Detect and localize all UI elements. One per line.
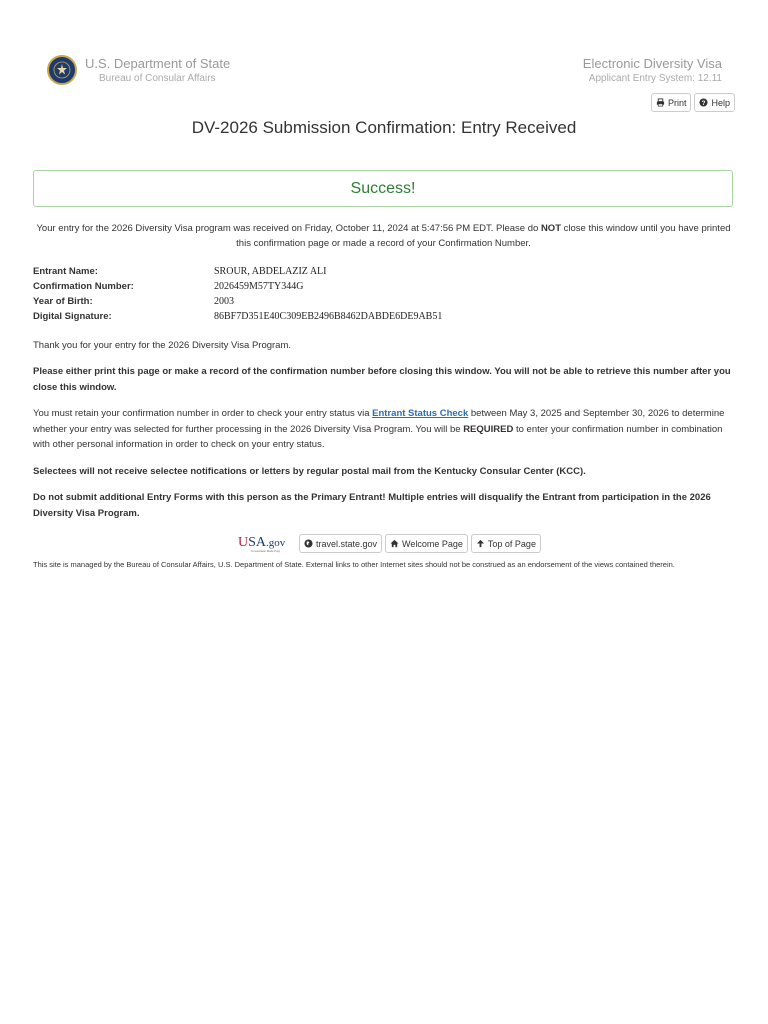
welcome-label: Welcome Page (402, 538, 463, 549)
usagov-gov: .gov (266, 537, 286, 549)
intro-part2: close this window until you have printed this confirmation page or made a record of your Confirmation Number. (236, 223, 731, 249)
retain-part2: between May 3, 2025 and September 30, 2026 to determine whether your entry was selected for further processing in the 2026 Diversity Visa Program. You will be (33, 408, 725, 435)
retain-part3: to enter your confirmation number in combination with other personal information in order to check on your entry status. (33, 423, 723, 450)
usagov-logo[interactable] (238, 535, 296, 552)
detail-value: 2003 (214, 296, 234, 307)
system-title: Electronic Diversity Visa (582, 56, 722, 71)
detail-label: Confirmation Number: (33, 281, 134, 292)
print-button[interactable] (651, 93, 692, 112)
help-label: Help (711, 97, 730, 108)
system-heading (583, 56, 722, 86)
usagov-tagline: Government Made Easy (251, 549, 281, 553)
top-of-page-link[interactable] (471, 534, 541, 553)
welcome-page-link[interactable] (385, 534, 468, 553)
no-additional-entries: Do not submit additional Entry Forms with this person as the Primary Entrant! Multiple entries will disqualify the Entrant from participation in the 2026 Diversity Visa Program. (33, 492, 711, 519)
entry-details (33, 264, 442, 324)
header-buttons (651, 93, 735, 112)
detail-value: SROUR, ABDELAZIZ ALI (214, 266, 327, 277)
detail-label: Year of Birth: (33, 296, 93, 307)
seal-icon (47, 55, 77, 85)
detail-row-entrant-name (33, 264, 442, 279)
footer-disclaimer: This site is managed by the Bureau of Consular Affairs, U.S. Department of State. External links to other Internet sites should not be construed as an endorsement of the views contained therein. (33, 560, 675, 569)
entrant-status-check-link[interactable]: Entrant Status Check (372, 408, 469, 419)
department-title: U.S. Department of State (85, 56, 231, 71)
svg-text:?: ? (702, 99, 706, 107)
intro-not: NOT (540, 223, 561, 234)
print-icon (656, 98, 665, 107)
detail-row-digital-signature (33, 309, 442, 324)
print-warning: Please either print this page or make a record of the confirmation number before closing this window. You will not be able to retrieve this number after you close this window. (33, 366, 731, 393)
detail-value: 2026459M57TY344G (214, 281, 304, 292)
detail-value: 86BF7D351E40C309EB2496B8462DABDE6DE9AB51 (214, 311, 443, 322)
usagov-u: U (238, 535, 249, 550)
success-panel (33, 170, 733, 207)
travel-state-gov-link[interactable] (299, 534, 382, 553)
footer-links (238, 534, 541, 553)
thanks-text: Thank you for your entry for the 2026 Diversity Visa Program. (33, 340, 292, 351)
success-label: Success! (350, 179, 416, 197)
department-heading (85, 56, 230, 86)
detail-label: Digital Signature: (33, 311, 112, 322)
page-header (0, 0, 768, 90)
detail-label: Entrant Name: (33, 266, 98, 277)
usagov-sa: SA (248, 535, 267, 550)
system-version: Applicant Entry System: 12.11 (588, 73, 722, 84)
home-icon (390, 539, 399, 548)
retain-part1: You must retain your confirmation number in order to check your entry status via (33, 408, 373, 419)
help-icon (699, 98, 708, 107)
print-label: Print (667, 97, 687, 108)
detail-row-year-of-birth (33, 294, 442, 309)
arrow-up-icon (476, 539, 485, 548)
globe-icon (304, 539, 313, 548)
bureau-subtitle: Bureau of Consular Affairs (99, 73, 216, 84)
retain-text (33, 406, 735, 453)
travel-label: travel.state.gov (316, 538, 378, 549)
selectees-note: Selectees will not receive selectee notifications or letters by regular postal mail from the Kentucky Consular Center (KCC). (33, 466, 586, 477)
help-button[interactable] (694, 93, 735, 112)
intro-part1: Your entry for the 2026 Diversity Visa program was received on Friday, October 11, 2024 at 5:47:56 PM EDT. Please do (36, 223, 541, 234)
retain-required: REQUIRED (463, 423, 514, 435)
intro-text (33, 221, 734, 251)
detail-row-confirmation-number (33, 279, 442, 294)
top-label: Top of Page (487, 538, 536, 549)
page-title: DV-2026 Submission Confirmation: Entry Received (191, 118, 577, 137)
